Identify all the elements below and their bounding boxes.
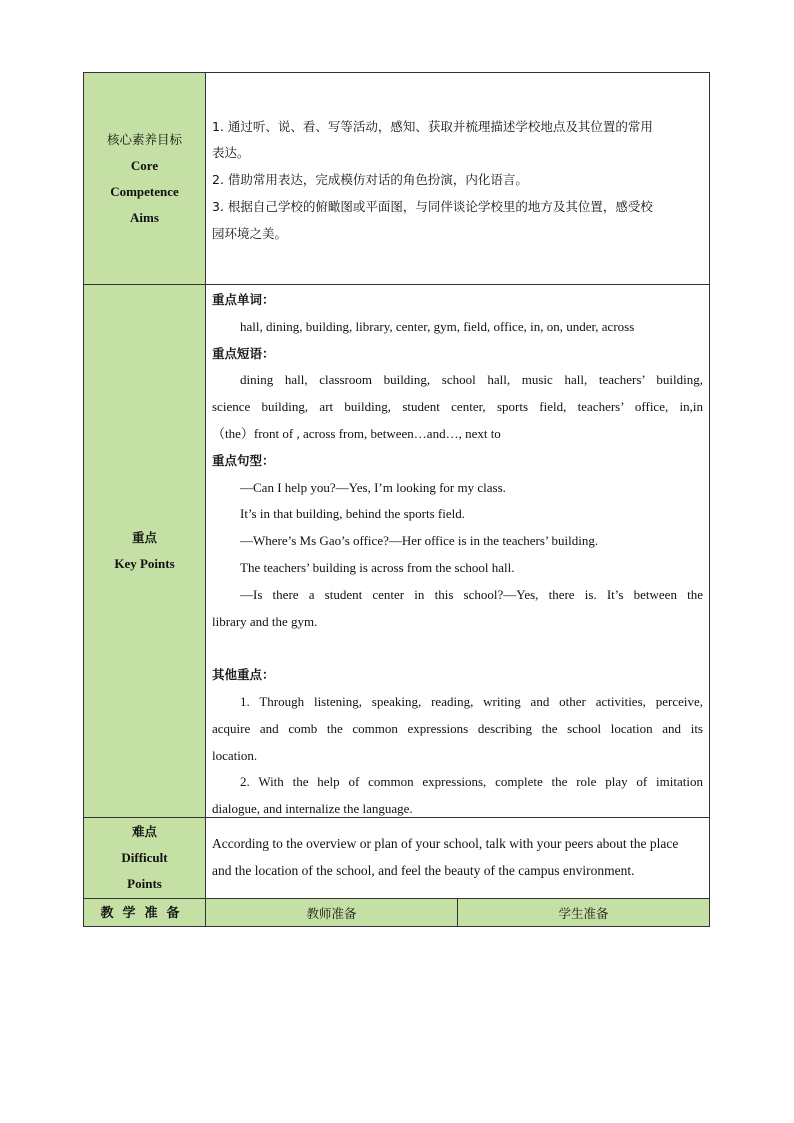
- other-text: dialogue, and internalize the language.: [212, 801, 413, 817]
- aims-item: 1. 通过听、说、看、写等活动，感知、获取并梳理描述学校地点及其位置的常用: [212, 118, 653, 134]
- difficult-label-en-2: Points: [127, 876, 162, 891]
- key-points-label: [84, 285, 206, 817]
- student-prep-header: 学生准备: [457, 899, 709, 926]
- difficult-label-zh: 难点: [131, 824, 157, 839]
- sentence: —Can I help you?—Yes, I’m looking for my class.: [240, 479, 506, 495]
- aims-label-en-3: Aims: [130, 209, 159, 225]
- aims-label: [84, 73, 206, 284]
- words-heading: 重点单词：: [212, 292, 275, 307]
- difficult-text: and the location of the school, and feel the beauty of the campus environment.: [212, 863, 635, 878]
- key-points-row: [84, 285, 709, 818]
- sentence: The teachers’ building is across from the school hall.: [240, 559, 515, 575]
- teacher-prep-header: 教师准备: [206, 899, 457, 926]
- sentence: —Is there a student center in this school?—Yes, there is. It’s between the: [240, 586, 703, 602]
- other-text: 1. Through listening, speaking, reading, writing and other activities, perceive,: [240, 693, 703, 709]
- spacer: [212, 635, 703, 662]
- aims-item: 2. 借助常用表达，完成模仿对话的角色扮演，内化语言。: [212, 172, 528, 188]
- difficult-label-en-1: Difficult: [121, 850, 168, 865]
- sentence: —Where’s Ms Gao’s office?—Her office is in the teachers’ building.: [240, 533, 599, 549]
- sentence: library and the gym.: [212, 613, 318, 629]
- difficult-text: According to the overview or plan of your school, talk with your peers about the place: [212, 836, 679, 852]
- difficult-row: [84, 818, 709, 899]
- aims-content: [206, 73, 709, 284]
- key-points-content: [206, 285, 709, 817]
- aims-item: 园环境之美。: [212, 225, 288, 241]
- aims-item: 表达。: [212, 145, 250, 161]
- phrases-heading: 重点短语：: [212, 345, 275, 361]
- aims-item: 3. 根据自己学校的俯瞰图或平面图，与同伴谈论学校里的地方及其位置，感受校: [212, 198, 653, 214]
- other-heading: 其他重点：: [212, 667, 275, 683]
- prep-label: 教学准备: [84, 899, 206, 926]
- sentences-heading: 重点句型：: [212, 452, 275, 468]
- phrases-text: science building, art building, student center, sports field, teachers’ office, in,in: [212, 399, 703, 415]
- lesson-plan-table: [83, 72, 710, 927]
- difficult-label: [84, 818, 206, 898]
- sentence: It’s in that building, behind the sports field.: [240, 506, 465, 522]
- aims-label-zh: 核心素养目标: [106, 131, 182, 147]
- key-points-label-zh: 重点: [131, 530, 157, 545]
- phrases-text: dining hall, classroom building, school hall, music hall, teachers’ building,: [240, 372, 703, 388]
- phrases-text: （the）front of , across from, between…and…, next to: [212, 425, 501, 441]
- other-text: location.: [212, 747, 258, 763]
- aims-label-en-1: Core: [130, 157, 159, 173]
- prep-row: [84, 899, 709, 926]
- aims-label-en-2: Competence: [110, 183, 179, 199]
- words-text: hall, dining, building, library, center, gym, field, office, in, on, under, across: [240, 318, 635, 334]
- other-text: acquire and comb the common expressions describing the school location and its: [212, 720, 703, 736]
- aims-row: [84, 73, 709, 285]
- difficult-content: [206, 818, 709, 898]
- key-points-label-en: Key Points: [114, 556, 175, 571]
- other-text: 2. With the help of common expressions, complete the role play of imitation: [240, 774, 703, 790]
